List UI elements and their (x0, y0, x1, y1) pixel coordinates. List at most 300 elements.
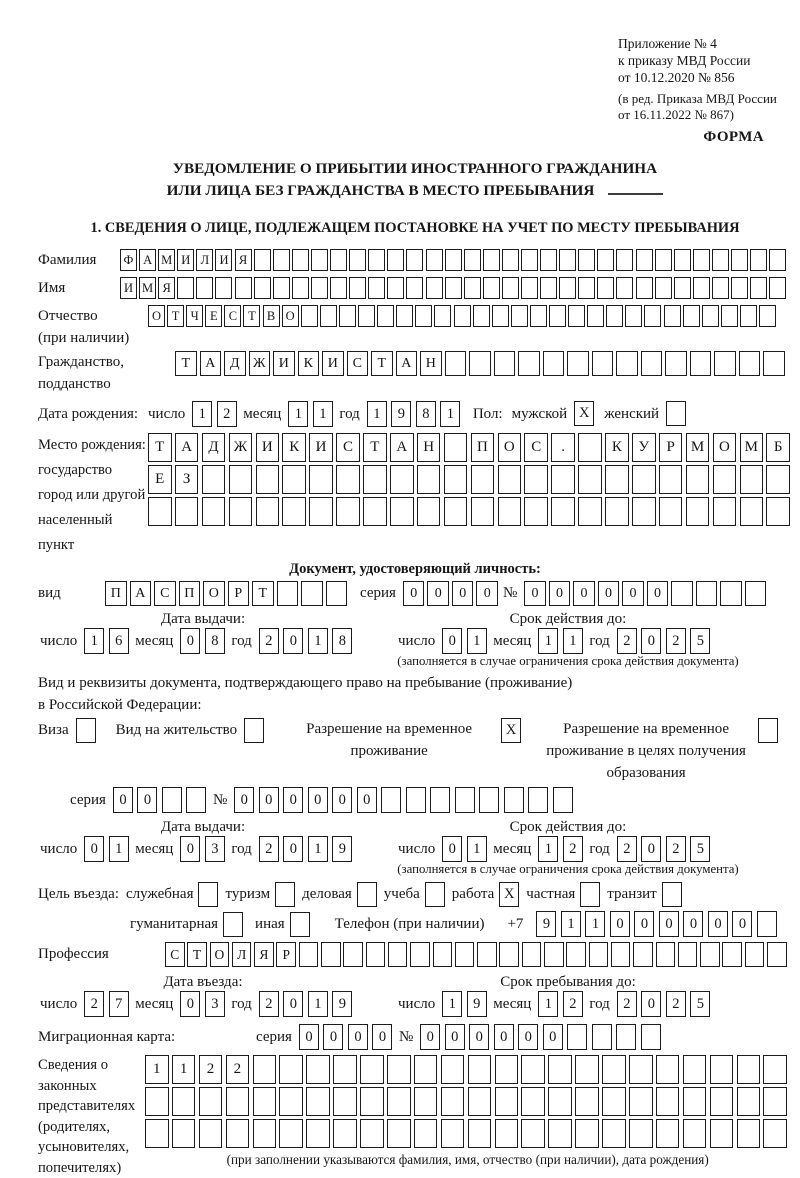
char-cell[interactable]: С (165, 942, 185, 967)
char-cell[interactable] (540, 277, 557, 299)
char-cell[interactable] (597, 249, 614, 271)
char-cell[interactable]: 1 (367, 401, 387, 427)
char-cell[interactable]: Д (202, 433, 226, 462)
char-cell[interactable] (330, 249, 347, 271)
char-cell[interactable] (390, 497, 414, 526)
char-cell[interactable]: Т (363, 433, 387, 462)
char-cell[interactable] (714, 351, 736, 376)
char-cell[interactable] (763, 351, 785, 376)
char-cell[interactable] (636, 277, 653, 299)
char-cell[interactable] (196, 277, 213, 299)
year-cells[interactable] (617, 628, 715, 654)
char-cell[interactable] (499, 942, 519, 967)
char-cell[interactable] (720, 581, 742, 606)
sex-female-checkbox[interactable] (666, 401, 686, 426)
char-cell[interactable] (414, 1119, 438, 1148)
char-cell[interactable] (763, 1087, 787, 1116)
char-cell[interactable] (710, 1055, 734, 1084)
char-cell[interactable] (659, 465, 683, 494)
char-cell[interactable]: 1 (313, 401, 333, 427)
char-cell[interactable] (279, 1055, 303, 1084)
legal-reps-row3[interactable] (145, 1119, 790, 1148)
char-cell[interactable]: 0 (283, 787, 303, 813)
char-cell[interactable] (311, 249, 328, 271)
char-cell[interactable] (549, 305, 566, 327)
char-cell[interactable] (511, 305, 528, 327)
char-cell[interactable] (148, 497, 172, 526)
char-cell[interactable] (578, 249, 595, 271)
char-cell[interactable]: 1 (192, 401, 212, 427)
doc-kind-input[interactable] (105, 581, 350, 606)
char-cell[interactable] (455, 787, 475, 813)
char-cell[interactable]: 0 (476, 581, 498, 606)
char-cell[interactable]: О (203, 581, 225, 606)
char-cell[interactable]: 1 (538, 991, 558, 1017)
char-cell[interactable]: 2 (84, 991, 104, 1017)
char-cell[interactable]: Р (276, 942, 296, 967)
char-cell[interactable] (282, 497, 306, 526)
char-cell[interactable] (444, 433, 468, 462)
char-cell[interactable] (406, 787, 426, 813)
char-cell[interactable]: 1 (561, 911, 581, 937)
char-cell[interactable] (524, 465, 548, 494)
option-checkbox[interactable] (580, 882, 600, 907)
char-cell[interactable] (693, 277, 710, 299)
char-cell[interactable] (277, 581, 299, 606)
month-cells[interactable] (180, 991, 229, 1017)
char-cell[interactable]: 5 (690, 836, 710, 862)
char-cell[interactable] (336, 497, 360, 526)
char-cell[interactable]: 0 (683, 911, 703, 937)
char-cell[interactable]: А (130, 581, 152, 606)
char-cell[interactable]: А (139, 249, 156, 271)
char-cell[interactable] (492, 305, 509, 327)
char-cell[interactable] (641, 351, 663, 376)
char-cell[interactable] (592, 351, 614, 376)
char-cell[interactable] (548, 1055, 572, 1084)
residence-number-input[interactable] (234, 787, 577, 813)
char-cell[interactable] (543, 351, 565, 376)
char-cell[interactable] (311, 277, 328, 299)
char-cell[interactable] (602, 1119, 626, 1148)
char-cell[interactable] (548, 1087, 572, 1116)
char-cell[interactable]: 2 (666, 991, 686, 1017)
surname-input[interactable] (120, 249, 788, 271)
year-cells[interactable] (617, 836, 715, 862)
char-cell[interactable]: К (298, 351, 320, 376)
char-cell[interactable] (426, 277, 443, 299)
char-cell[interactable]: 0 (372, 1024, 392, 1050)
char-cell[interactable]: Т (187, 942, 207, 967)
char-cell[interactable] (575, 1119, 599, 1148)
char-cell[interactable] (333, 1087, 357, 1116)
char-cell[interactable] (766, 465, 790, 494)
char-cell[interactable]: 1 (467, 628, 487, 654)
char-cell[interactable] (605, 497, 629, 526)
char-cell[interactable] (330, 277, 347, 299)
profession-input[interactable] (165, 942, 789, 967)
char-cell[interactable]: 0 (299, 1024, 319, 1050)
char-cell[interactable] (656, 942, 676, 967)
char-cell[interactable]: Л (232, 942, 252, 967)
char-cell[interactable] (656, 1055, 680, 1084)
char-cell[interactable]: И (309, 433, 333, 462)
char-cell[interactable] (343, 942, 363, 967)
month-cells[interactable] (538, 991, 587, 1017)
char-cell[interactable] (292, 277, 309, 299)
char-cell[interactable] (186, 787, 206, 813)
char-cell[interactable] (710, 1087, 734, 1116)
char-cell[interactable] (363, 465, 387, 494)
char-cell[interactable]: З (175, 465, 199, 494)
char-cell[interactable] (320, 305, 337, 327)
char-cell[interactable]: 0 (549, 581, 571, 606)
char-cell[interactable]: 3 (205, 836, 225, 862)
day-cells[interactable] (442, 836, 491, 862)
char-cell[interactable] (522, 942, 542, 967)
char-cell[interactable]: С (524, 433, 548, 462)
char-cell[interactable]: О (713, 433, 737, 462)
char-cell[interactable]: О (210, 942, 230, 967)
char-cell[interactable] (388, 942, 408, 967)
char-cell[interactable]: Е (148, 465, 172, 494)
char-cell[interactable]: 8 (332, 628, 352, 654)
legal-reps-row1[interactable] (145, 1055, 790, 1084)
char-cell[interactable] (387, 1119, 411, 1148)
char-cell[interactable]: Ф (120, 249, 137, 271)
char-cell[interactable]: 0 (634, 911, 654, 937)
char-cell[interactable] (468, 1087, 492, 1116)
char-cell[interactable]: 0 (332, 787, 352, 813)
char-cell[interactable] (273, 249, 290, 271)
char-cell[interactable]: Ж (229, 433, 253, 462)
char-cell[interactable] (410, 942, 430, 967)
char-cell[interactable] (702, 305, 719, 327)
char-cell[interactable]: 0 (445, 1024, 465, 1050)
char-cell[interactable]: 7 (109, 991, 129, 1017)
month-cells[interactable] (180, 836, 229, 862)
char-cell[interactable]: В (263, 305, 280, 327)
char-cell[interactable] (333, 1119, 357, 1148)
char-cell[interactable] (693, 249, 710, 271)
char-cell[interactable] (524, 497, 548, 526)
char-cell[interactable] (177, 277, 194, 299)
char-cell[interactable] (521, 1087, 545, 1116)
char-cell[interactable] (226, 1119, 250, 1148)
char-cell[interactable]: Т (167, 305, 184, 327)
char-cell[interactable]: 0 (573, 581, 595, 606)
char-cell[interactable]: 0 (442, 628, 462, 654)
char-cell[interactable]: К (605, 433, 629, 462)
month-cells[interactable] (538, 836, 587, 862)
char-cell[interactable]: 5 (690, 628, 710, 654)
char-cell[interactable] (172, 1119, 196, 1148)
char-cell[interactable] (309, 497, 333, 526)
char-cell[interactable] (215, 277, 232, 299)
char-cell[interactable] (336, 465, 360, 494)
char-cell[interactable] (273, 277, 290, 299)
char-cell[interactable] (767, 942, 787, 967)
char-cell[interactable] (655, 249, 672, 271)
char-cell[interactable] (611, 942, 631, 967)
char-cell[interactable]: Л (196, 249, 213, 271)
char-cell[interactable] (326, 581, 348, 606)
char-cell[interactable]: Д (224, 351, 246, 376)
char-cell[interactable] (740, 465, 764, 494)
year-cells[interactable] (259, 836, 357, 862)
char-cell[interactable] (566, 942, 586, 967)
char-cell[interactable]: 2 (666, 628, 686, 654)
char-cell[interactable] (495, 1119, 519, 1148)
char-cell[interactable] (468, 1055, 492, 1084)
char-cell[interactable] (763, 1055, 787, 1084)
char-cell[interactable]: 0 (442, 836, 462, 862)
char-cell[interactable] (769, 277, 786, 299)
char-cell[interactable] (471, 497, 495, 526)
char-cell[interactable] (521, 1119, 545, 1148)
char-cell[interactable] (441, 1055, 465, 1084)
char-cell[interactable]: 2 (217, 401, 237, 427)
char-cell[interactable] (444, 497, 468, 526)
char-cell[interactable] (434, 305, 451, 327)
char-cell[interactable]: С (154, 581, 176, 606)
char-cell[interactable]: И (256, 433, 280, 462)
char-cell[interactable] (664, 305, 681, 327)
char-cell[interactable] (349, 277, 366, 299)
char-cell[interactable] (306, 1119, 330, 1148)
year-cells[interactable] (259, 991, 357, 1017)
char-cell[interactable] (145, 1119, 169, 1148)
char-cell[interactable] (254, 277, 271, 299)
char-cell[interactable] (575, 1087, 599, 1116)
char-cell[interactable] (390, 465, 414, 494)
char-cell[interactable]: А (200, 351, 222, 376)
char-cell[interactable]: 9 (467, 991, 487, 1017)
char-cell[interactable]: Т (252, 581, 274, 606)
char-cell[interactable]: О (498, 433, 522, 462)
char-cell[interactable] (368, 249, 385, 271)
char-cell[interactable] (414, 1087, 438, 1116)
char-cell[interactable]: 0 (420, 1024, 440, 1050)
char-cell[interactable] (464, 249, 481, 271)
char-cell[interactable] (602, 1055, 626, 1084)
month-cells[interactable] (538, 628, 587, 654)
char-cell[interactable]: И (120, 277, 137, 299)
char-cell[interactable] (226, 1087, 250, 1116)
char-cell[interactable] (199, 1087, 223, 1116)
char-cell[interactable]: 0 (180, 628, 200, 654)
char-cell[interactable] (587, 305, 604, 327)
char-cell[interactable] (759, 305, 776, 327)
patronymic-input[interactable] (148, 305, 778, 327)
char-cell[interactable]: 3 (205, 991, 225, 1017)
char-cell[interactable] (464, 277, 481, 299)
char-cell[interactable]: Я (254, 942, 274, 967)
char-cell[interactable] (567, 351, 589, 376)
char-cell[interactable] (731, 249, 748, 271)
char-cell[interactable]: 2 (617, 836, 637, 862)
char-cell[interactable] (339, 305, 356, 327)
char-cell[interactable]: 2 (259, 836, 279, 862)
char-cell[interactable]: 5 (690, 991, 710, 1017)
char-cell[interactable]: 0 (524, 581, 546, 606)
char-cell[interactable] (629, 1055, 653, 1084)
given-name-input[interactable] (120, 277, 788, 299)
char-cell[interactable] (700, 942, 720, 967)
char-cell[interactable] (441, 1119, 465, 1148)
char-cell[interactable]: 0 (403, 581, 425, 606)
char-cell[interactable]: 1 (308, 836, 328, 862)
char-cell[interactable]: 2 (199, 1055, 223, 1084)
char-cell[interactable] (548, 1119, 572, 1148)
char-cell[interactable]: 0 (427, 581, 449, 606)
char-cell[interactable]: М (158, 249, 175, 271)
char-cell[interactable] (495, 1087, 519, 1116)
char-cell[interactable]: С (224, 305, 241, 327)
char-cell[interactable] (417, 465, 441, 494)
char-cell[interactable]: 0 (518, 1024, 538, 1050)
char-cell[interactable] (757, 911, 777, 937)
option-checkbox[interactable] (425, 882, 445, 907)
char-cell[interactable] (737, 1087, 761, 1116)
char-cell[interactable] (632, 465, 656, 494)
char-cell[interactable] (321, 942, 341, 967)
char-cell[interactable] (279, 1119, 303, 1148)
char-cell[interactable] (740, 305, 757, 327)
char-cell[interactable] (363, 497, 387, 526)
char-cell[interactable] (471, 465, 495, 494)
char-cell[interactable] (616, 351, 638, 376)
char-cell[interactable] (396, 305, 413, 327)
char-cell[interactable]: . (551, 433, 575, 462)
char-cell[interactable] (202, 465, 226, 494)
char-cell[interactable]: Т (148, 433, 172, 462)
char-cell[interactable] (299, 942, 319, 967)
char-cell[interactable] (495, 1055, 519, 1084)
char-cell[interactable] (368, 277, 385, 299)
year-cells[interactable] (367, 401, 465, 427)
char-cell[interactable] (483, 277, 500, 299)
char-cell[interactable] (479, 787, 499, 813)
char-cell[interactable] (721, 305, 738, 327)
char-cell[interactable] (544, 942, 564, 967)
option-checkbox[interactable]: X (499, 882, 519, 907)
char-cell[interactable]: 0 (283, 991, 303, 1017)
char-cell[interactable]: Р (659, 433, 683, 462)
char-cell[interactable] (567, 1024, 587, 1050)
char-cell[interactable] (417, 497, 441, 526)
char-cell[interactable] (665, 351, 687, 376)
char-cell[interactable]: Я (158, 277, 175, 299)
char-cell[interactable]: 0 (323, 1024, 343, 1050)
char-cell[interactable]: 2 (259, 991, 279, 1017)
char-cell[interactable]: 0 (598, 581, 620, 606)
char-cell[interactable]: 0 (452, 581, 474, 606)
char-cell[interactable] (636, 249, 653, 271)
char-cell[interactable]: 0 (348, 1024, 368, 1050)
doc-series-input[interactable] (403, 581, 501, 606)
char-cell[interactable] (540, 249, 557, 271)
char-cell[interactable]: Б (766, 433, 790, 462)
residence-series-input[interactable] (113, 787, 211, 813)
char-cell[interactable] (468, 1119, 492, 1148)
char-cell[interactable] (710, 1119, 734, 1148)
char-cell[interactable]: Е (205, 305, 222, 327)
day-cells[interactable] (84, 628, 133, 654)
char-cell[interactable] (445, 351, 467, 376)
char-cell[interactable] (504, 787, 524, 813)
char-cell[interactable] (387, 1055, 411, 1084)
char-cell[interactable]: 0 (113, 787, 133, 813)
char-cell[interactable] (641, 1024, 661, 1050)
char-cell[interactable] (306, 1055, 330, 1084)
char-cell[interactable]: 0 (622, 581, 644, 606)
char-cell[interactable]: 8 (416, 401, 436, 427)
char-cell[interactable]: 2 (226, 1055, 250, 1084)
char-cell[interactable] (683, 1119, 707, 1148)
char-cell[interactable] (575, 1055, 599, 1084)
char-cell[interactable] (387, 1087, 411, 1116)
char-cell[interactable]: Н (420, 351, 442, 376)
char-cell[interactable] (199, 1119, 223, 1148)
char-cell[interactable] (521, 277, 538, 299)
char-cell[interactable]: 0 (641, 836, 661, 862)
char-cell[interactable]: 0 (357, 787, 377, 813)
char-cell[interactable]: А (390, 433, 414, 462)
char-cell[interactable] (172, 1087, 196, 1116)
char-cell[interactable] (766, 497, 790, 526)
char-cell[interactable]: 0 (647, 581, 669, 606)
char-cell[interactable] (655, 277, 672, 299)
char-cell[interactable]: 1 (585, 911, 605, 937)
char-cell[interactable] (678, 942, 698, 967)
char-cell[interactable] (521, 249, 538, 271)
birth-place-row1[interactable] (148, 433, 793, 462)
char-cell[interactable]: 0 (283, 836, 303, 862)
char-cell[interactable]: 1 (109, 836, 129, 862)
char-cell[interactable]: А (396, 351, 418, 376)
char-cell[interactable] (745, 581, 767, 606)
char-cell[interactable] (256, 465, 280, 494)
char-cell[interactable]: 0 (84, 836, 104, 862)
char-cell[interactable] (616, 249, 633, 271)
char-cell[interactable] (686, 497, 710, 526)
char-cell[interactable] (301, 305, 318, 327)
char-cell[interactable]: 2 (259, 628, 279, 654)
char-cell[interactable]: 0 (259, 787, 279, 813)
char-cell[interactable]: А (175, 433, 199, 462)
char-cell[interactable] (441, 1087, 465, 1116)
char-cell[interactable]: 1 (538, 836, 558, 862)
char-cell[interactable] (445, 277, 462, 299)
char-cell[interactable] (518, 351, 540, 376)
char-cell[interactable] (629, 1119, 653, 1148)
char-cell[interactable]: С (347, 351, 369, 376)
char-cell[interactable] (469, 351, 491, 376)
char-cell[interactable] (690, 351, 712, 376)
char-cell[interactable]: 1 (288, 401, 308, 427)
char-cell[interactable] (740, 497, 764, 526)
char-cell[interactable]: 0 (308, 787, 328, 813)
char-cell[interactable] (674, 277, 691, 299)
char-cell[interactable] (253, 1055, 277, 1084)
char-cell[interactable] (616, 277, 633, 299)
char-cell[interactable] (674, 249, 691, 271)
char-cell[interactable]: 2 (563, 836, 583, 862)
day-cells[interactable] (192, 401, 241, 427)
month-cells[interactable] (288, 401, 337, 427)
day-cells[interactable] (84, 991, 133, 1017)
